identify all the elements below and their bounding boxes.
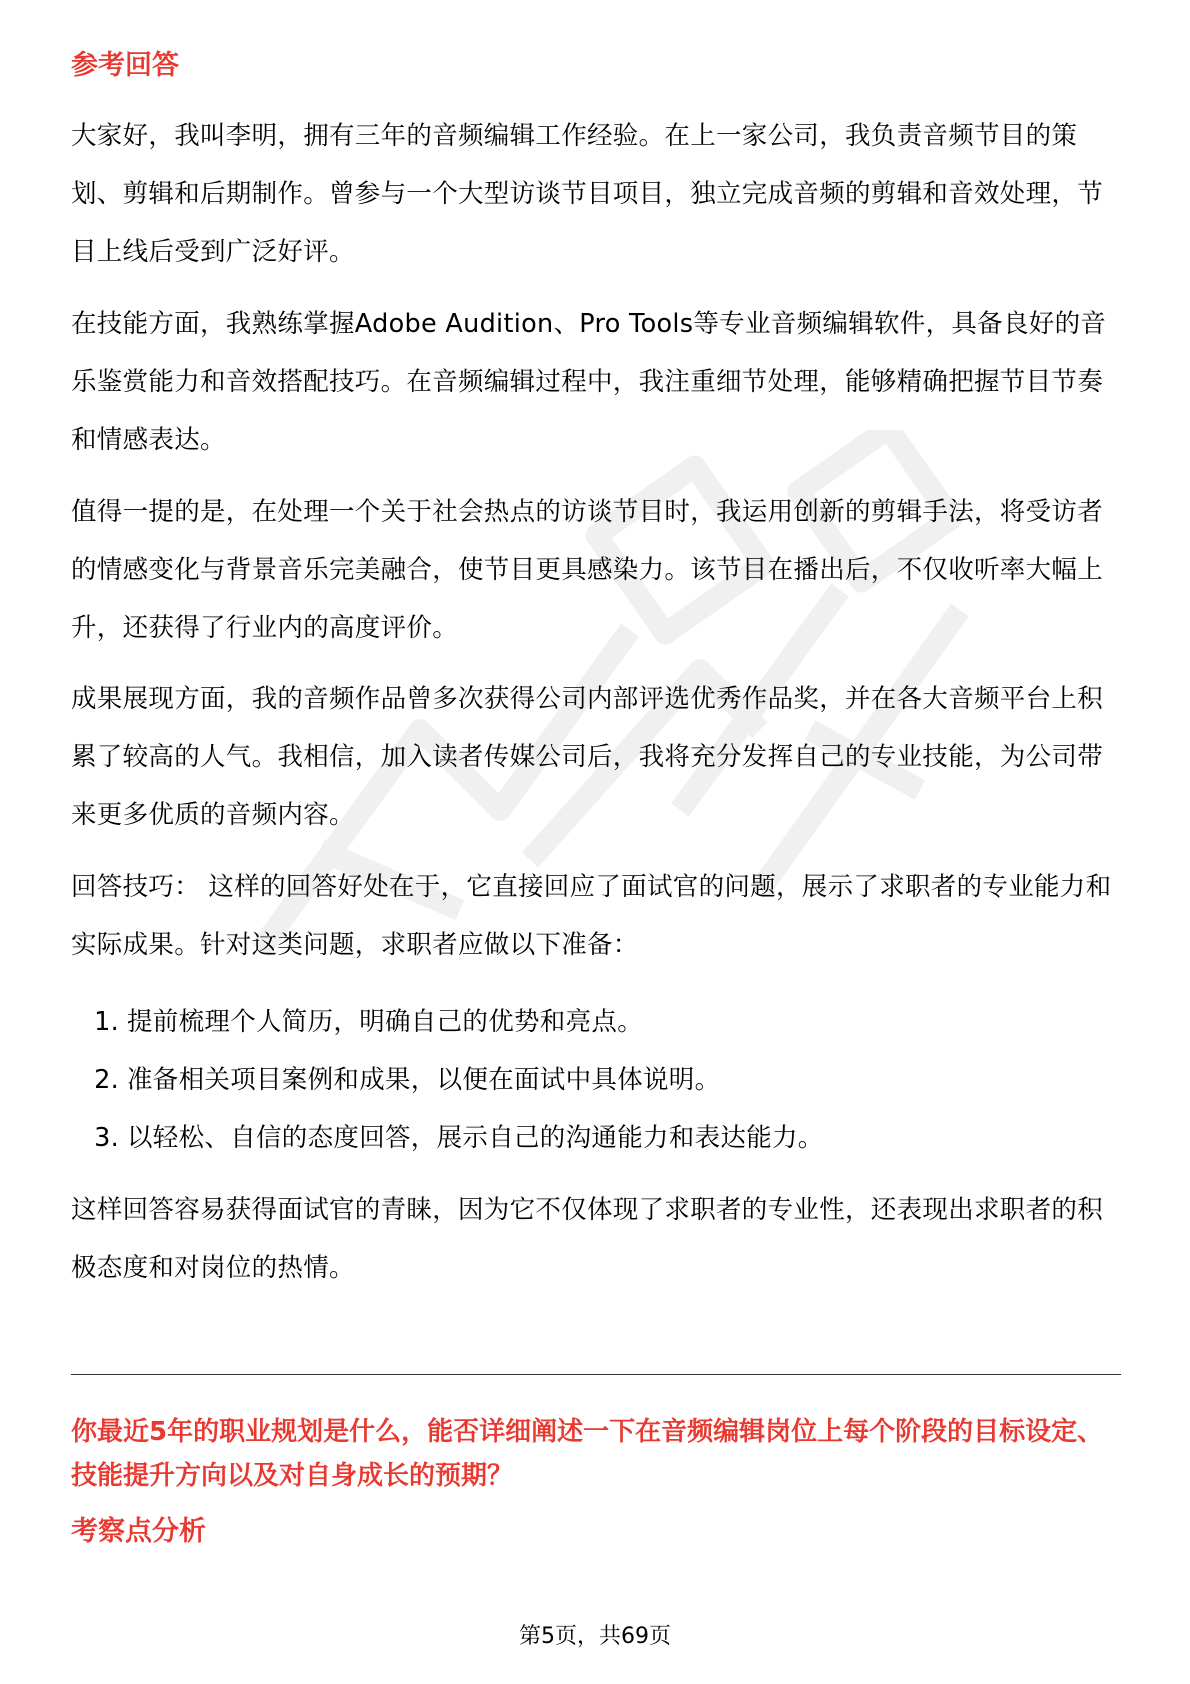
page-footer: 第5页，共69页: [519, 1624, 671, 1649]
paragraph-achievements: 成果展现方面，我的音频作品曾多次获得公司内部评选优秀作品奖，并在各大音频平台上积累了较高的人气。我相信，加入读者传媒公司后，我将充分发挥自己的专业技能，为公司带来更多优质的音频内容。: [71, 684, 1104, 830]
preparation-list: [71, 993, 1121, 1167]
list-item: [71, 993, 1121, 1051]
list-number: 2.: [94, 1065, 119, 1095]
list-number: 3.: [94, 1123, 119, 1153]
section-divider: [71, 1374, 1121, 1375]
next-question: 你最近5年的职业规划是什么，能否详细阐述一下在音频编辑岗位上每个阶段的目标设定、技能提升方向以及对自身成长的预期？: [71, 1417, 1104, 1491]
list-number: 1.: [94, 1007, 119, 1037]
list-text: 提前梳理个人简历，明确自己的优势和亮点。: [127, 1007, 644, 1037]
next-section-heading: 考察点分析: [71, 1516, 206, 1547]
paragraph-highlight: 值得一提的是，在处理一个关于社会热点的访谈节目时，我运用创新的剪辑手法，将受访者的情感变化与背景音乐完美融合，使节目更具感染力。该节目在播出后，不仅收听率大幅上升，还获得了行业内的高度评价。: [71, 497, 1104, 643]
section-heading: 参考回答: [71, 50, 179, 81]
paragraph-intro: 大家好，我叫李明，拥有三年的音频编辑工作经验。在上一家公司，我负责音频节目的策划、剪辑和后期制作。曾参与一个大型访谈节目项目，独立完成音频的剪辑和音效处理，节目上线后受到广泛好评。: [71, 121, 1104, 267]
paragraph-tips: 回答技巧： 这样的回答好处在于，它直接回应了面试官的问题，展示了求职者的专业能力和实际成果。针对这类问题，求职者应做以下准备：: [71, 872, 1112, 960]
list-text: 准备相关项目案例和成果，以便在面试中具体说明。: [127, 1065, 721, 1095]
list-text: 以轻松、自信的态度回答，展示自己的沟通能力和表达能力。: [127, 1123, 824, 1153]
paragraph-skills: 在技能方面，我熟练掌握Adobe Audition、Pro Tools等专业音频编辑软件，具备良好的音乐鉴赏能力和音效搭配技巧。在音频编辑过程中，我注重细节处理，能够精确把握节目节奏和情感表达。: [71, 309, 1107, 455]
list-item: [71, 1051, 1121, 1109]
paragraph-closing: 这样回答容易获得面试官的青睐，因为它不仅体现了求职者的专业性，还表现出求职者的积极态度和对岗位的热情。: [71, 1195, 1104, 1283]
list-item: [71, 1109, 1121, 1167]
